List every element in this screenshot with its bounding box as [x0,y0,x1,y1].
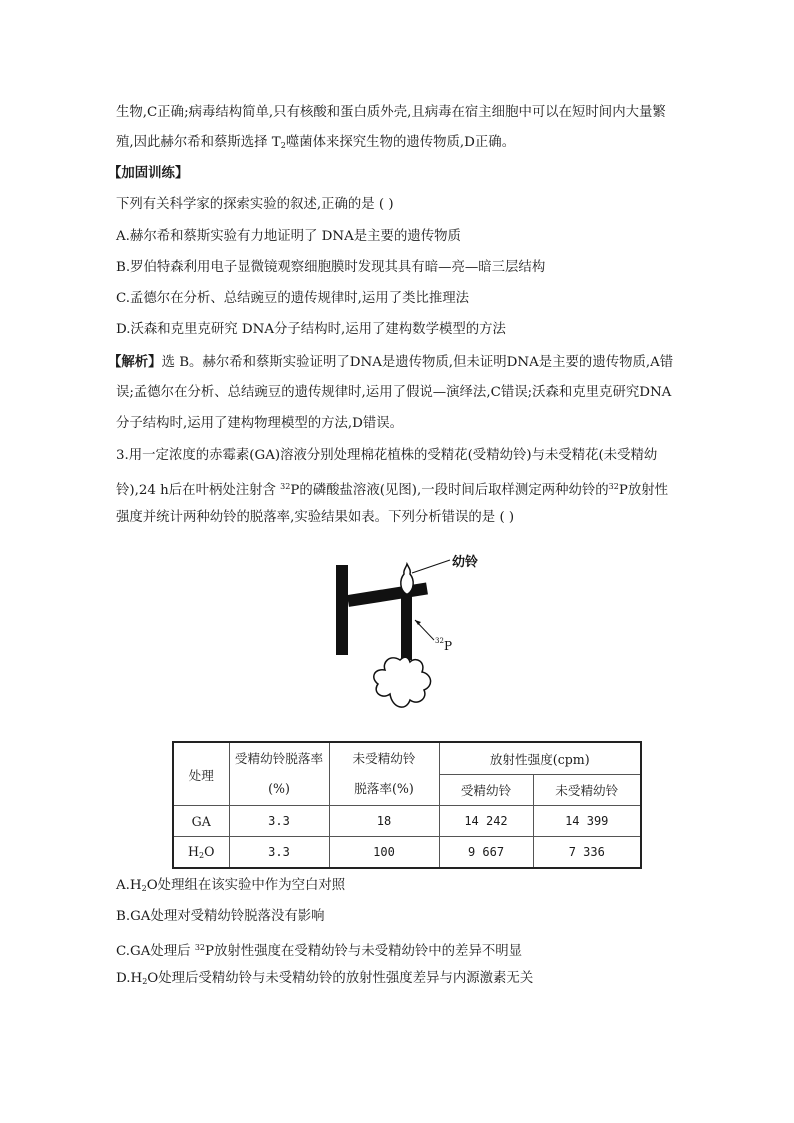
header-line: 脱落率(%) [354,781,414,796]
option-a [116,877,345,898]
cell-fert-drop: 3.3 [229,806,329,837]
isotope-label: P [444,639,453,653]
option-c [116,939,522,961]
text-run: 噬菌体来探究生物的遗传物质,D正确。 [285,135,516,150]
boll-shape [401,564,413,594]
plant-stem [336,565,348,655]
paragraph-line: 生物,C正确;病毒结构简单,只有核酸和蛋白质外壳,且病毒在宿主细胞中可以在短时间内大量繁 [116,105,666,120]
table-row [173,837,641,869]
text-run: D.H [116,971,143,986]
cell-unfert-radio: 7 336 [533,837,641,869]
cell-unfert-radio: 14 399 [533,806,641,837]
subscript: 2 [280,141,286,150]
boll-pointer-line [412,560,450,573]
text-run: O处理组在该实验中作为空白对照 [146,878,346,893]
text-run: 选 B。赫尔希和蔡斯实验证明了DNA是遗传物质,但未证明DNA是主要的遗传物质,A错 [161,355,674,370]
header-radio-fert: 受精幼铃 [439,774,533,806]
text-run: 铃),24 h后在叶柄处注射含 [116,483,281,498]
superscript: 32 [280,482,291,491]
cell-treatment [173,837,229,869]
cell-unfert-drop: 18 [329,806,439,837]
header-line: 受精幼铃脱落率 [234,751,324,766]
plant-injection-figure [330,550,490,720]
text-run: P放射性强度在受精幼铃与未受精幼铃中的差异不明显 [205,944,523,959]
header-radioactivity: 放射性强度(cpm) [439,742,641,774]
subscript: 2 [141,884,147,893]
analysis-line [108,353,673,372]
header-fert-drop [229,742,329,806]
option-b: B.罗伯特森利用电子显微镜观察细胞膜时发现其具有暗—亮—暗三层结构 [116,260,546,275]
cell-fert-radio: 9 667 [439,837,533,869]
question-3-line: 3.用一定浓度的赤霉素(GA)溶液分别处理棉花植株的受精花(受精幼铃)与未受精花(未受精幼 [116,448,658,463]
subscript: 2 [142,977,148,986]
table-row [173,806,641,837]
text-run: O处理后受精幼铃与未受精幼铃的放射性强度差异与内源激素无关 [147,971,534,986]
question-stem: 下列有关科学家的探索实验的叙述,正确的是 ( ) [116,197,394,212]
header-radio-unfert: 未受精幼铃 [533,774,641,806]
plant-petiole [347,583,428,607]
text-run: 殖,因此赫尔希和蔡斯选择 T [116,135,281,150]
superscript: 32 [608,482,619,491]
subscript: 2 [199,851,205,860]
header-line: (%) [268,781,290,796]
analysis-line: 误;孟德尔在分析、总结豌豆的遗传规律时,运用了假说—演绎法,C错误;沃森和克里克研究DNA [116,385,672,400]
cell-treatment: GA [173,806,229,837]
section-title: 【加固训练】 [108,165,189,181]
question-3-line [116,478,668,500]
results-table [172,741,642,869]
isotope-superscript: 32 [435,637,444,645]
cell-unfert-drop: 100 [329,837,439,869]
text-run: A.H [116,878,142,893]
cell-fert-drop: 3.3 [229,837,329,869]
plant-branch [401,590,412,660]
superscript: 32 [194,943,206,952]
text-run: O [204,844,215,859]
paragraph-line [116,134,515,155]
header-treatment: 处理 [173,742,229,806]
option-d [116,970,533,991]
option-a: A.赫尔希和蔡斯实验有力地证明了 DNA是主要的遗传物质 [116,229,461,244]
text-run: P的磷酸盐溶液(见图),一段时间后取样测定两种幼铃的 [290,483,609,498]
leaf-shape [374,657,431,707]
arrow-head [415,620,421,625]
cell-fert-radio: 14 242 [439,806,533,837]
option-b: B.GA处理对受精幼铃脱落没有影响 [116,909,325,924]
text-run: H [188,844,200,859]
header-line: 未受精幼铃 [352,751,416,766]
question-3-line: 强度并统计两种幼铃的脱落率,实验结果如表。下列分析错误的是 ( ) [116,510,515,525]
text-run: P放射性 [618,483,669,498]
analysis-line: 分子结构时,运用了建构物理模型的方法,D错误。 [116,416,404,431]
analysis-label: 【解析】 [108,354,162,370]
boll-label: 幼铃 [452,555,479,570]
header-unfert-drop [329,742,439,806]
text-run: C.GA处理后 [116,944,195,959]
option-d: D.沃森和克里克研究 DNA分子结构时,运用了建构数学模型的方法 [116,322,506,337]
option-c: C.孟德尔在分析、总结豌豆的遗传规律时,运用了类比推理法 [116,291,470,306]
